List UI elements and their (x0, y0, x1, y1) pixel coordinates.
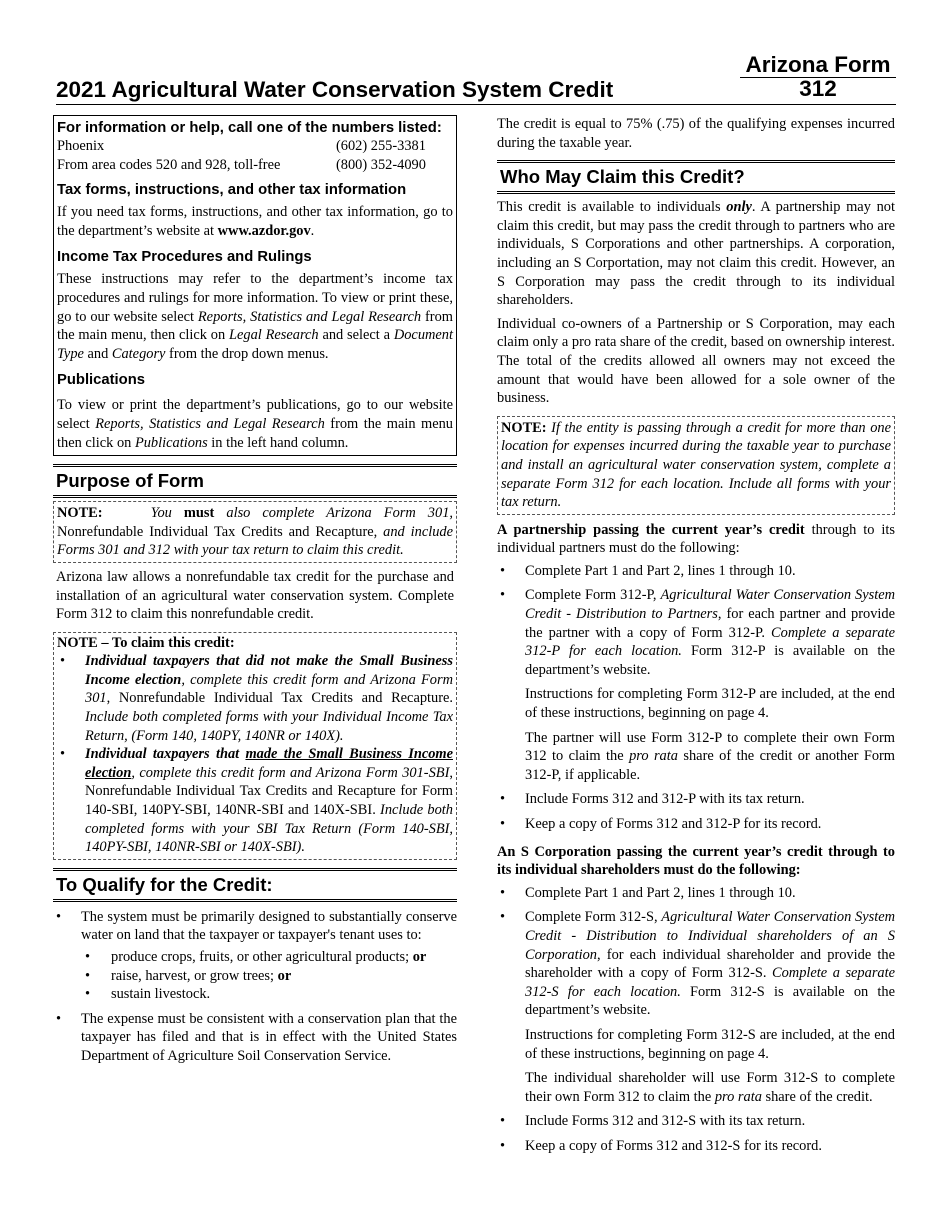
text: Complete Form 312-P, (525, 587, 661, 604)
qualify-heading: To Qualify for the Credit: (53, 868, 457, 902)
text: produce crops, fruits, or other agricultural products; (111, 949, 413, 965)
claim-note-box (53, 632, 457, 860)
text: The partner will use Form 312-P to complete their own Form 312 to claim the (525, 729, 895, 765)
text: , complete this credit form and Arizona Form 301 (85, 671, 453, 707)
text: only (726, 199, 752, 216)
text: You (150, 505, 172, 522)
text: from the main menu, then click on (57, 308, 453, 344)
text: Include both completed forms with your Individual Income Tax Return, (Form 140, 140PY, 140NR or 140X). (85, 709, 453, 744)
scorp-instructions: Instructions for completing Form 312-S are included, at the end of these instructions, beginning on page 4. (525, 1026, 895, 1062)
phone-row (57, 137, 453, 156)
text: This credit is available to individuals (497, 199, 727, 216)
list-item: • Complete Part 1 and Part 2, lines 1 through 10. (497, 884, 895, 903)
text: and select a (318, 327, 394, 344)
text: Form 312-S is available on the department’s website. (525, 983, 895, 1019)
publications-heading: Publications (57, 372, 145, 389)
text: Complete Form 312-S, (525, 909, 662, 926)
text: through to its individual partners must do the following: (497, 521, 895, 557)
tax-forms-text: If you need tax forms, instructions, and other tax information, go to the department’s website at (57, 204, 453, 239)
menu-reference: Reports, Statistics and Legal Research (197, 308, 422, 325)
text: Complete a separate 312-S for each location. (525, 965, 896, 1000)
form-number-label (740, 54, 896, 100)
tax-forms-end: . (310, 222, 315, 239)
text: and include Forms 301 and 312 with your tax return to claim this credit. (57, 523, 453, 559)
text: Individual taxpayers that did not make the Small Business Income election (85, 653, 453, 688)
procedures-heading: Income Tax Procedures and Rulings (57, 249, 312, 266)
text: Form 312-P is available on the department’s website. (525, 643, 895, 678)
procedures-paragraph (57, 270, 453, 363)
website-link[interactable]: www.azdor.gov (217, 222, 311, 239)
text: The system must be primarily designed to substantially conserve water on land that the taxpayer or taxpayer's tenant uses to: (81, 908, 457, 944)
list-item: • Include Forms 312 and 312-P with its tax return. (497, 790, 895, 809)
claim-list (57, 652, 453, 857)
list-item: • Keep a copy of Forms 312 and 312-S for its record. (497, 1137, 895, 1156)
text: in the left hand column. (207, 434, 349, 451)
phone-label: From area codes 520 and 928, toll-free (57, 156, 281, 173)
note-label: NOTE: (501, 419, 547, 436)
list-item (57, 652, 453, 745)
purpose-paragraph: Arizona law allows a nonrefundable tax credit for the purchase and installation of an agricultural water conservation system. Complete Form 312 to claim this nonrefundable credit. (56, 568, 454, 623)
qualify-sublist (81, 948, 457, 1004)
text: , Nonrefundable Individual Tax Credits and Recapture. (106, 690, 453, 707)
header-rule (56, 104, 896, 105)
purpose-heading: Purpose of Form (53, 464, 457, 498)
text: pro rata (714, 1088, 762, 1105)
list-item (53, 908, 457, 1004)
text: or (277, 967, 292, 984)
text: , complete this credit form and Arizona Form 301-SBI (131, 764, 450, 781)
form-label-line1: Arizona Form (740, 54, 896, 78)
menu-reference: Category (111, 345, 166, 362)
text: , for each individual shareholder and provide the shareholder with a copy of Form 312-S. (525, 946, 895, 982)
list-item (81, 985, 457, 1004)
tax-forms-paragraph (57, 203, 453, 240)
text: The individual shareholder will use Form 312-S to complete their own Form 312 to claim the (525, 1070, 895, 1105)
info-heading: For information or help, call one of the numbers listed: (57, 120, 442, 136)
text: . A partnership may not claim this credit, but may pass the credit through to partners who are individuals, S Corporations and other partnerships. A corporation, including an S Corportation, may not claim this credit. However, an S Corporation may pass the credit through to its individual shareholders. (497, 199, 895, 309)
list-item (57, 745, 453, 857)
text: share of the credit or another Form 312-P, if applicable. (525, 748, 895, 783)
text: from the drop down menus. (165, 345, 329, 362)
who-may-claim-heading: Who May Claim this Credit? (497, 160, 895, 194)
menu-reference: Document Type (57, 327, 453, 362)
partnership-intro (497, 521, 895, 558)
text: share of the credit. (761, 1088, 873, 1105)
who-paragraph-1 (497, 198, 895, 310)
text: If the entity is passing through a credit for more than one location for expenses incurred during the taxable year to purchase and install an agricultural water conservation system, complete a separate Form 312 for each location. Include all forms with your tax return. (501, 419, 891, 511)
list-item (81, 948, 457, 967)
phone-number: (800) 352-4090 (336, 156, 426, 173)
phone-label: Phoenix (57, 138, 105, 154)
note-label: NOTE: (57, 505, 103, 522)
text: must (183, 505, 215, 522)
scorp-list-2 (497, 1112, 895, 1155)
text: and (83, 345, 112, 362)
qualify-list (53, 908, 457, 1066)
partnership-list (497, 562, 895, 680)
text: raise, harvest, or grow trees; (111, 967, 278, 984)
text: Agricultural Water Conservation System Credit - Distribution to Partners (525, 587, 895, 623)
text: , for each partner and provide the partner with a copy of Form 312-P. (525, 606, 895, 641)
form-label-line2: 312 (799, 76, 837, 101)
list-item (81, 967, 457, 986)
text: pro rata (629, 748, 678, 765)
left-column (53, 115, 457, 1066)
claim-note-heading: NOTE – To claim this credit: (57, 634, 235, 651)
partnership-use (497, 729, 895, 785)
scorp-heading: An S Corporation passing the current year’s credit through to its individual shareholders must do the following: (497, 843, 895, 879)
menu-reference: Legal Research (229, 327, 319, 344)
purpose-note (53, 501, 457, 563)
location-note (497, 416, 895, 515)
tax-forms-heading: Tax forms, instructions, and other tax information (57, 182, 407, 199)
publications-paragraph (57, 396, 453, 452)
menu-reference: Reports, Statistics and Legal Research (95, 415, 325, 432)
text: also complete Arizona Form 301, (226, 505, 453, 522)
right-column (497, 115, 895, 1156)
text: Nonrefundable Individual Tax Credits and Recapture, (57, 523, 378, 540)
text: Individual taxpayers that (85, 746, 246, 763)
text: or (412, 949, 427, 965)
list-item (497, 908, 895, 1020)
menu-reference: Publications (134, 434, 208, 451)
list-item (497, 586, 895, 679)
info-box (53, 115, 457, 456)
text: , Nonrefundable Individual Tax Credits and Recapture for Form 140-SBI, 140PY-SBI, 140NR-SBI and 140X-SBI. (85, 764, 453, 819)
credit-intro: The credit is equal to 75% (.75) of the qualifying expenses incurred during the taxable year. (497, 116, 895, 151)
list-item: • The expense must be consistent with a conservation plan that the taxpayer has filed and that is in effect with the United States Department of Agriculture Soil Conservation Service. (53, 1010, 457, 1066)
text: To view or print the department’s publications, go to our website select (57, 397, 453, 432)
text: Complete a separate 312-P for each location. (525, 624, 896, 660)
partnership-instructions: Instructions for completing Form 312-P are included, at the end of these instructions, beginning on page 4. (525, 686, 895, 722)
text: made the Small Business Income election (85, 746, 453, 781)
text: sustain livestock. (111, 986, 211, 1003)
text: from the main menu then click on (57, 415, 453, 451)
text: Agricultural Water Conservation System Credit - Distribution to Individual shareholders of an S Corporation (525, 909, 895, 963)
text: A partnership passing the current year’s credit (497, 521, 805, 538)
who-paragraph-2: Individual co-owners of a Partnership or S Corporation, may each claim only a pro rata share of the credit, based on ownership interest. The total of the credits allowed all owners may not exceed the amount that would have been allowed for a sole owner of the business. (497, 315, 895, 407)
list-item: • Keep a copy of Forms 312 and 312-P for its record. (497, 815, 895, 834)
partnership-list-2 (497, 790, 895, 833)
list-item: • Complete Part 1 and Part 2, lines 1 through 10. (497, 562, 895, 581)
phone-number: (602) 255-3381 (336, 138, 426, 154)
text: Include both completed forms with your SBI Tax Return (Form 140-SBI, 140PY-SBI, 140NR-SBI or 140X-SBI). (85, 802, 454, 856)
scorp-use (497, 1069, 895, 1106)
scorp-list (497, 884, 895, 1020)
phone-row (57, 156, 453, 175)
list-item: • Include Forms 312 and 312-S with its tax return. (497, 1112, 895, 1131)
document-title: 2021 Agricultural Water Conservation System Credit (56, 77, 614, 102)
text: These instructions may refer to the department’s income tax procedures and rulings for more information. To view or print these, go to our website select (57, 271, 453, 325)
